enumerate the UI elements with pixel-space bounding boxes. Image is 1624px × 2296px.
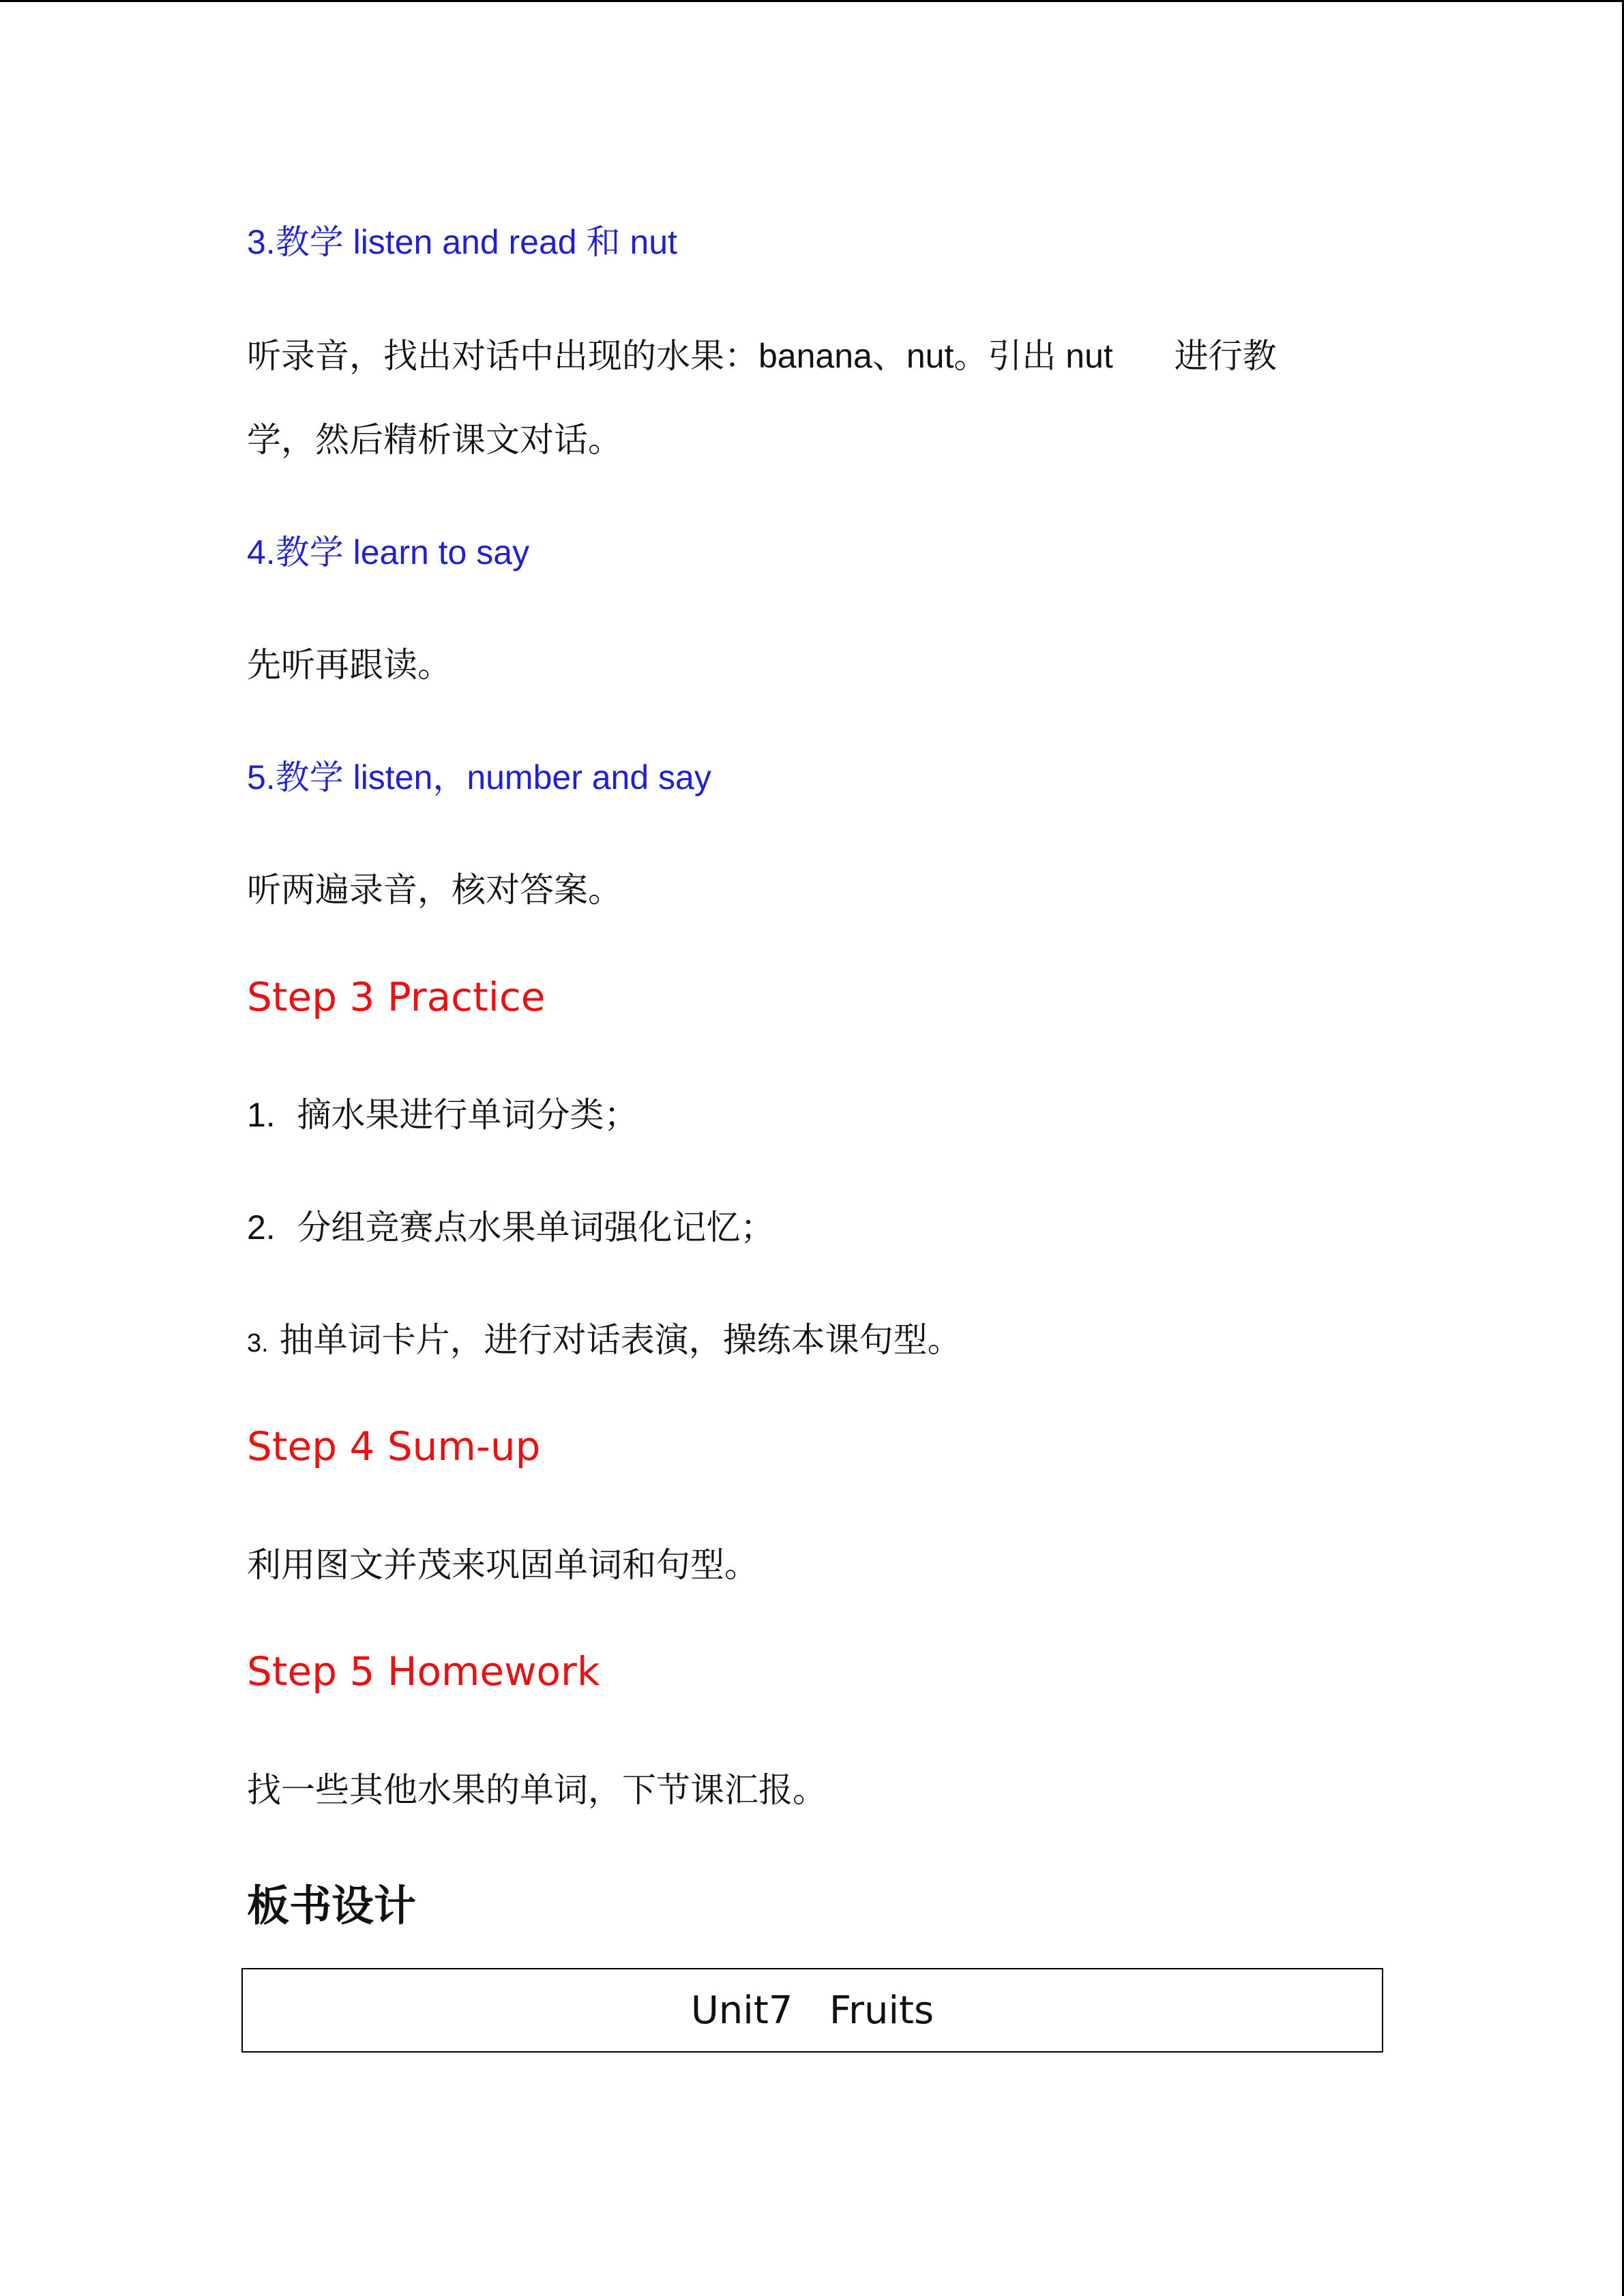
list-number: 3. xyxy=(247,1329,269,1358)
list-text: 抽单词卡片，进行对话表演，操练本课句型。 xyxy=(279,1320,962,1360)
subheading-zh: 教学 xyxy=(275,222,344,262)
subheading-zh: 教学 xyxy=(275,758,344,797)
subheading-en: listen and read xyxy=(343,223,587,261)
para-text: 、 xyxy=(872,336,906,376)
list-number: 1. xyxy=(247,1096,276,1134)
paragraph-homework: 找一些其他水果的单词，下节课汇报。 xyxy=(247,1770,827,1810)
subheading-en: listen，number and say xyxy=(343,758,711,796)
page-top-border xyxy=(0,0,1624,2)
practice-item-3 xyxy=(247,1313,962,1362)
subheading-listen-and-read xyxy=(247,215,677,264)
para-text-en: nut xyxy=(1056,337,1113,375)
list-text: 分组竞赛点水果单词强化记忆； xyxy=(297,1208,775,1247)
board-title: Unit7 Fruits xyxy=(690,1988,934,2033)
list-text: 摘水果进行单词分类； xyxy=(297,1095,638,1135)
subheading-en-2: nut xyxy=(620,223,677,261)
practice-item-2 xyxy=(247,1200,775,1249)
step-3-heading: Step 3 Practice xyxy=(247,974,546,1020)
para-text: 听录音，找出对话中出现的水果： xyxy=(247,336,758,376)
paragraph-listen-number-say: 听两遍录音，核对答案。 xyxy=(247,870,622,910)
step-4-heading: Step 4 Sum-up xyxy=(247,1423,541,1470)
subheading-en: learn to say xyxy=(343,533,530,571)
board-design-heading: 板书设计 xyxy=(247,1881,417,1930)
paragraph-listen-line-2: 学，然后精析课文对话。 xyxy=(247,420,622,460)
paragraph-listen-line-1 xyxy=(247,329,1277,378)
subheading-learn-to-say xyxy=(247,525,529,574)
para-text-en: banana xyxy=(758,337,872,375)
subheading-number: 4. xyxy=(247,533,276,571)
subheading-zh: 教学 xyxy=(275,533,344,572)
para-text: 。引出 xyxy=(954,336,1057,376)
para-text: 进行教 xyxy=(1174,336,1277,376)
step-5-heading: Step 5 Homework xyxy=(247,1648,600,1695)
paragraph-learn-to-say: 先听再跟读。 xyxy=(247,645,452,685)
subheading-listen-number-say xyxy=(247,750,711,799)
paragraph-sum-up: 利用图文并茂来巩固单词和句型。 xyxy=(247,1545,758,1585)
board-design-box xyxy=(241,1968,1383,2053)
subheading-number: 5. xyxy=(247,758,276,796)
subheading-zh-2: 和 xyxy=(586,222,621,262)
practice-item-1 xyxy=(247,1088,638,1137)
para-text-en: nut xyxy=(906,337,954,375)
subheading-number: 3. xyxy=(247,223,276,261)
list-number: 2. xyxy=(247,1208,276,1247)
